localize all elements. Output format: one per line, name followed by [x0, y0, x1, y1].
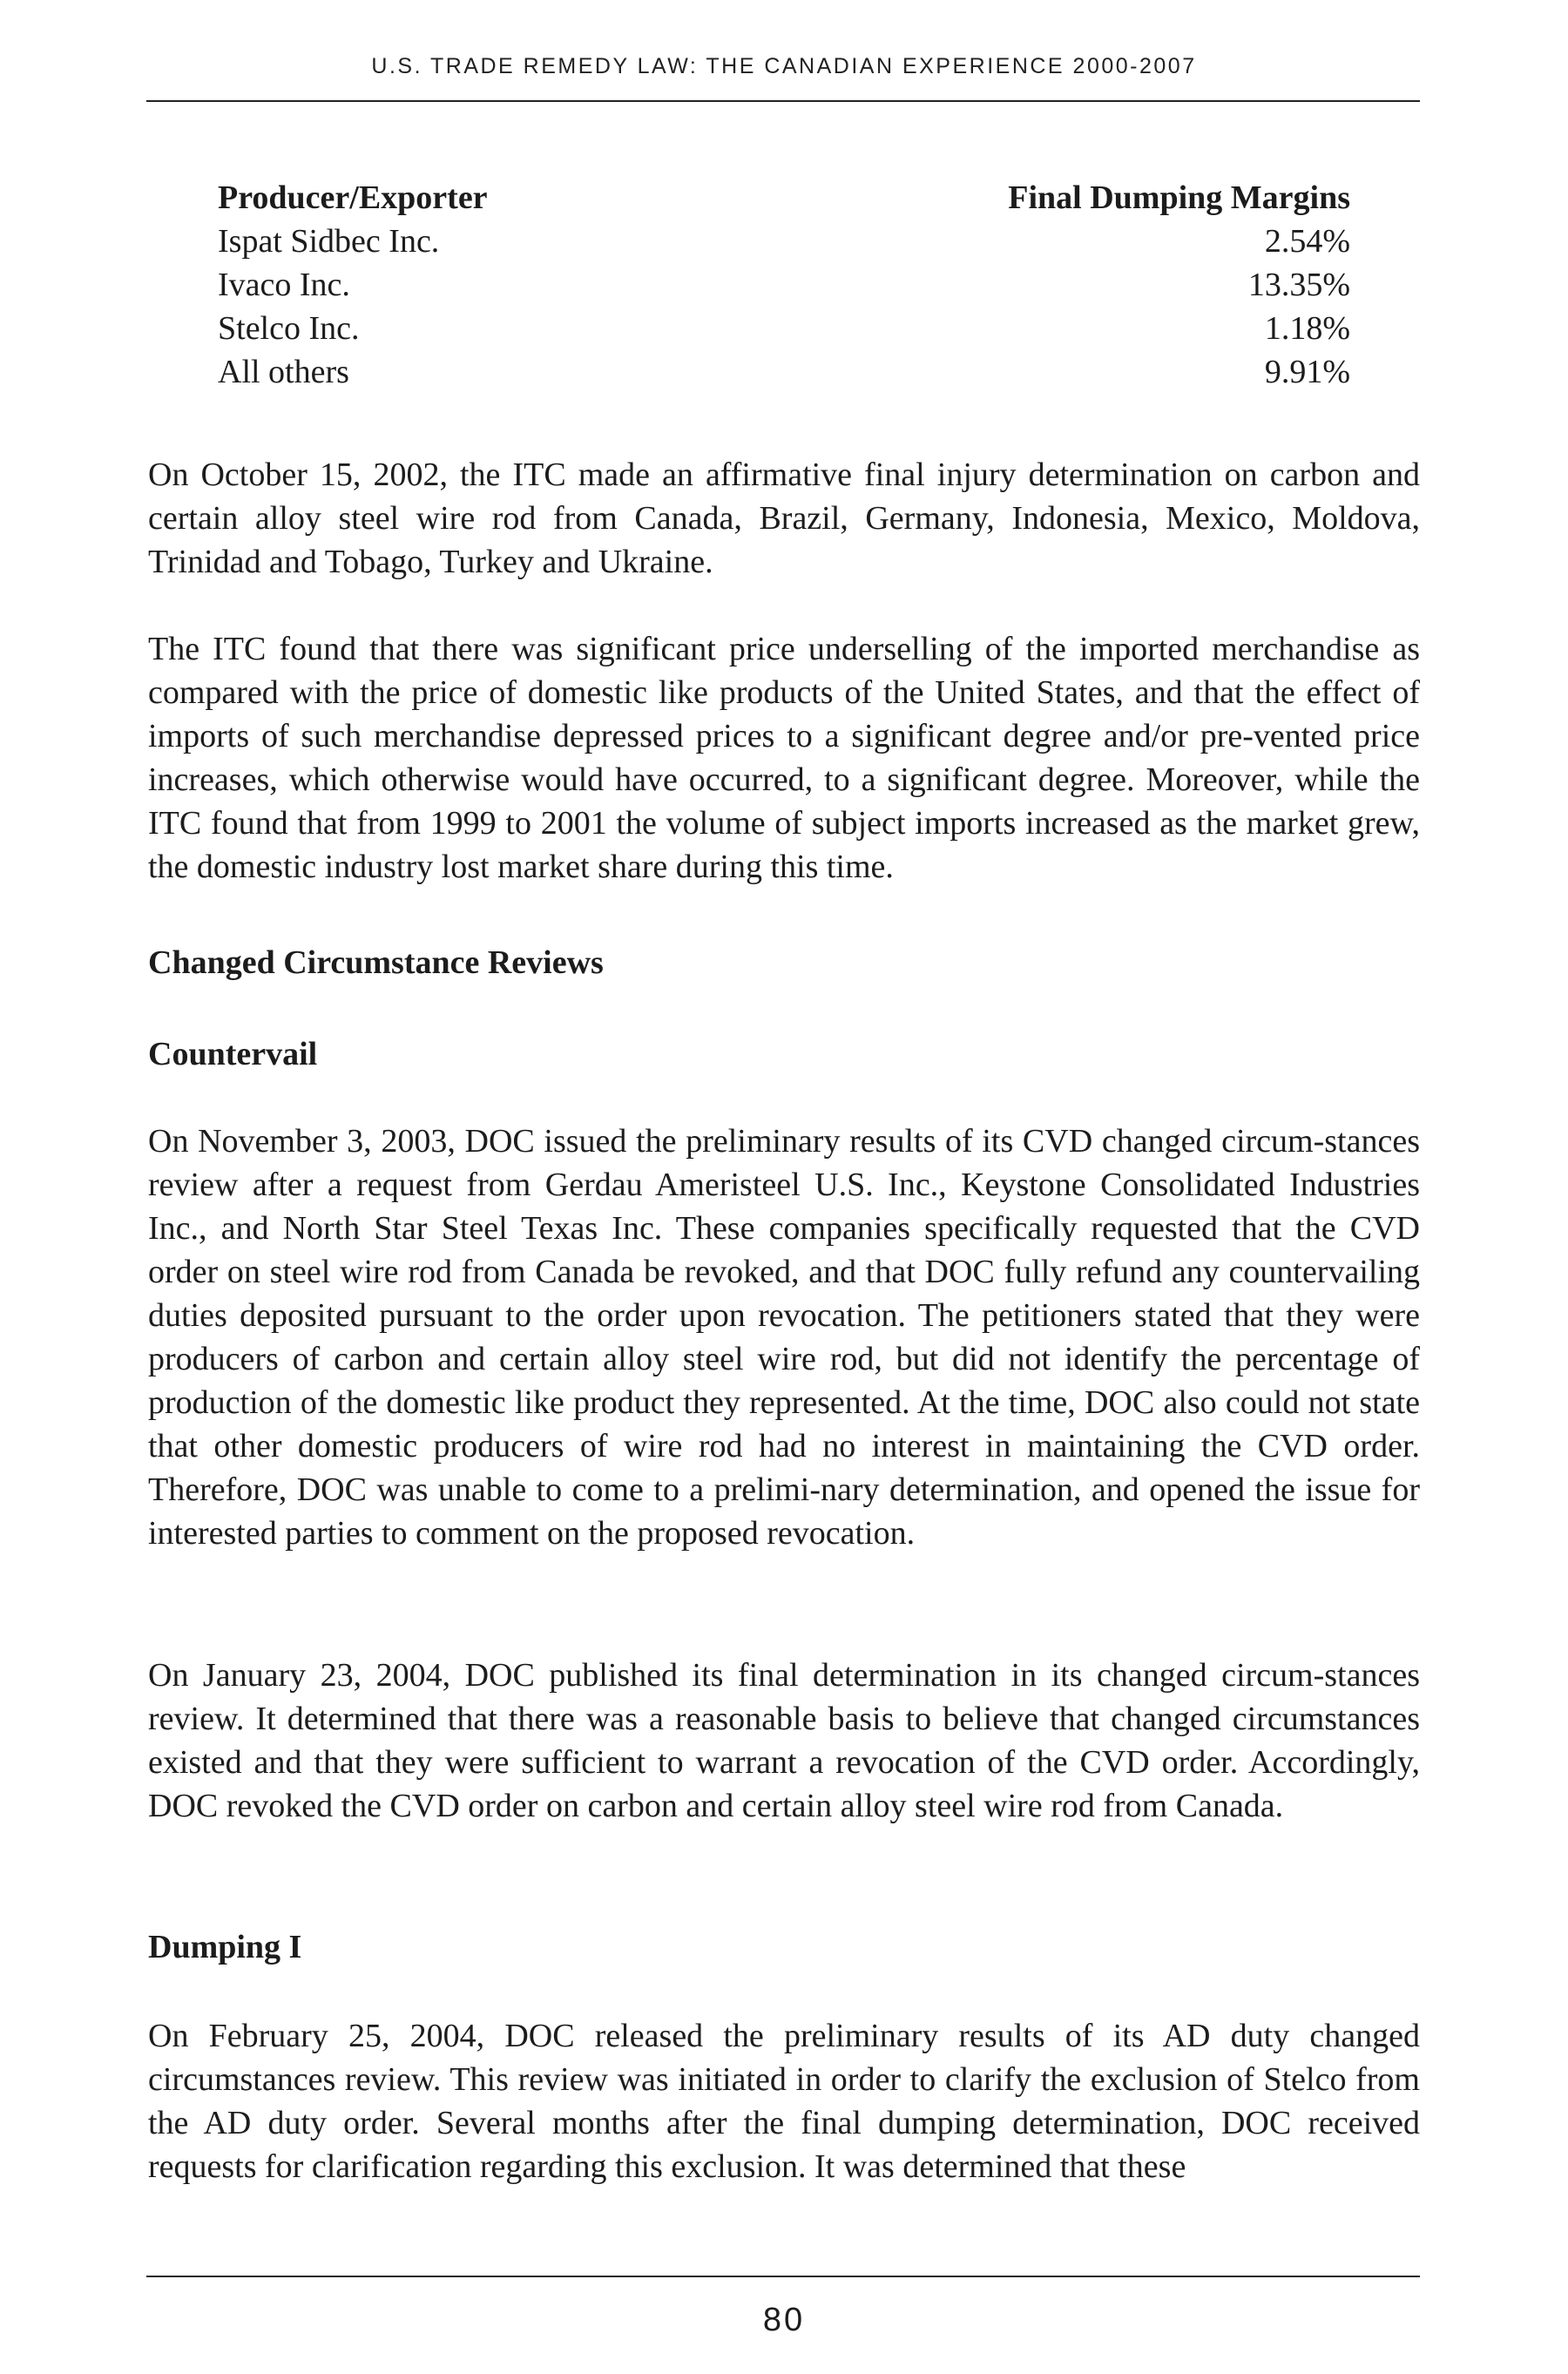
dumping-margin: 1.18%: [1264, 310, 1350, 347]
paragraph-ad-preliminary-results: On February 25, 2004, DOC released the preliminary results of its AD duty changed circumstances review. This review was initiated in order to clarify the exclusion of Stelco from the AD duty order. Several months after the final dumping determination, DOC received requests for clarification regarding this exclusion. It was determined that these: [148, 2018, 1420, 2185]
producer-name: All others: [218, 354, 349, 390]
heading-dumping-i: Dumping I: [148, 1929, 302, 1965]
producer-name: Stelco Inc.: [218, 310, 360, 347]
heading-changed-circumstance-reviews: Changed Circumstance Reviews: [148, 944, 604, 981]
heading-countervail: Countervail: [148, 1036, 318, 1072]
dumping-margin: 13.35%: [1247, 267, 1350, 303]
running-head: U.S. TRADE REMEDY LAW: THE CANADIAN EXPERIENCE 2000-2007: [371, 54, 1197, 78]
table-row: [218, 309, 1350, 353]
dumping-margins-table: [218, 179, 1350, 396]
table-row: [218, 353, 1350, 396]
paragraph-cvd-final-determination: On January 23, 2004, DOC published its final determination in its changed circum-stances review. It determined that there was a reasonable basis to believe that changed circumstances existed and that they were sufficient to warrant a revocation of the CVD order. Accordingly, DOC revoked the CVD order on carbon and certain alloy steel wire rod from Canada.: [148, 1657, 1420, 1824]
paragraph-itc-injury-determination: On October 15, 2002, the ITC made an affirmative final injury determination on carbon and certain alloy steel wire rod from Canada, Brazil, Germany, Indonesia, Mexico, Moldova, Trinidad and Tobago, Turkey and Ukraine.: [148, 457, 1420, 580]
column-header-margin: Final Dumping Margins: [1008, 179, 1350, 216]
paragraph-itc-findings: The ITC found that there was significant price underselling of the imported merchandise as compared with the price of domestic like products of the United States, and that the effect of imports of such merchandise depressed prices to a significant degree and/or pre-vented price increases, which otherwise would have occurred, to a significant degree. Moreover, while the ITC found that from 1999 to 2001 the volume of subject imports increased as the market grew, the domestic industry lost market share during this time.: [148, 631, 1420, 885]
dumping-margin: 2.54%: [1264, 223, 1350, 260]
table-row: [218, 222, 1350, 266]
column-header-producer: Producer/Exporter: [218, 179, 488, 216]
header-rule: [146, 100, 1420, 102]
producer-name: Ivaco Inc.: [218, 267, 350, 303]
table-row: [218, 266, 1350, 309]
page-number: 80: [762, 2302, 806, 2338]
paragraph-cvd-preliminary-results: On November 3, 2003, DOC issued the preliminary results of its CVD changed circum-stances review after a request from Gerdau Ameristeel U.S. Inc., Keystone Consolidated Industries Inc., and North Star Steel Texas Inc. These companies specifically requested that the CVD order on steel wire rod from Canada be revoked, and that DOC fully refund any countervailing duties deposited pursuant to the order upon revocation. The petitioners stated that they were producers of carbon and certain alloy steel wire rod, but did not identify the percentage of production of the domestic like product they represented. At the time, DOC also could not state that other domestic producers of wire rod had no interest in maintaining the CVD order. Therefore, DOC was unable to come to a prelimi-nary determination, and opened the issue for interested parties to comment on the proposed revocation.: [148, 1123, 1420, 1552]
table-header-row: [218, 179, 1350, 222]
producer-name: Ispat Sidbec Inc.: [218, 223, 440, 260]
footer-rule: [146, 2276, 1420, 2277]
dumping-margin: 9.91%: [1264, 354, 1350, 390]
